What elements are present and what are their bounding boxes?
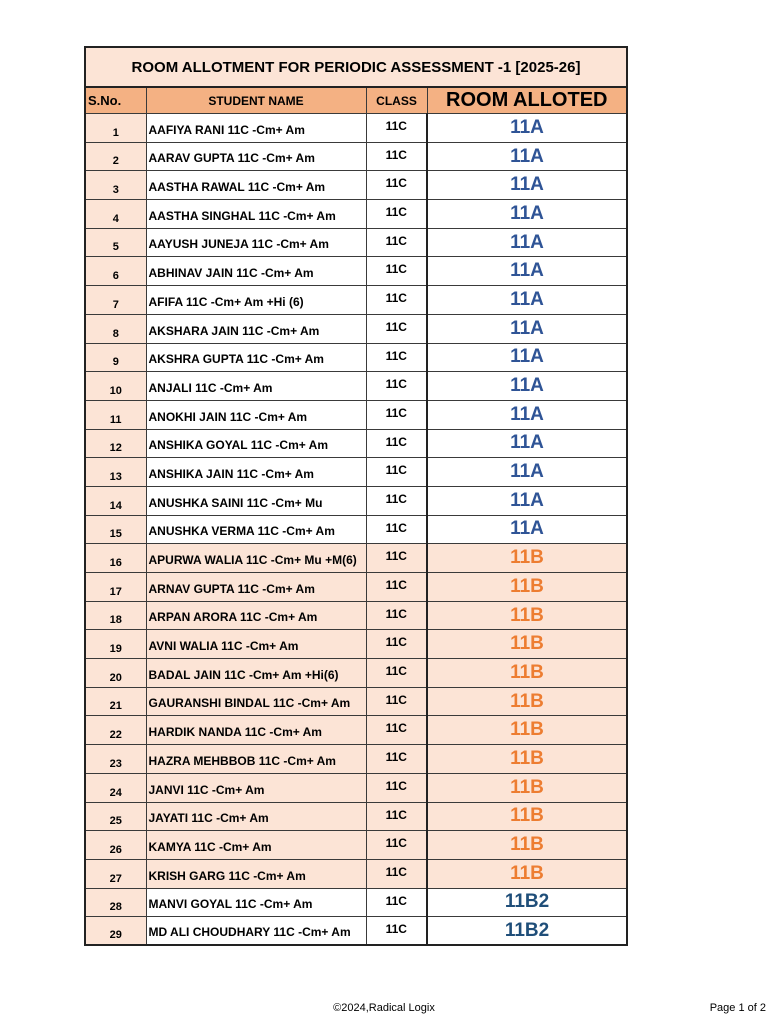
cell-sno: 24 (85, 773, 146, 802)
table-row (85, 515, 627, 544)
cell-student-name: HARDIK NANDA 11C -Cm+ Am (146, 716, 366, 745)
cell-room-alloted: 11B (427, 544, 627, 573)
cell-student-name: MANVI GOYAL 11C -Cm+ Am (146, 888, 366, 917)
cell-student-name: ABHINAV JAIN 11C -Cm+ Am (146, 257, 366, 286)
table-row (85, 286, 627, 315)
table-row (85, 171, 627, 200)
cell-room-alloted: 11A (427, 314, 627, 343)
footer-copyright: ©2024,Radical Logix (333, 1002, 435, 1014)
cell-student-name: ANSHIKA JAIN 11C -Cm+ Am (146, 458, 366, 487)
cell-room-alloted: 11B2 (427, 888, 627, 917)
cell-room-alloted: 11A (427, 343, 627, 372)
title-row (85, 47, 627, 87)
sheet-title: ROOM ALLOTMENT FOR PERIODIC ASSESSMENT -1 [2025-26] (85, 47, 627, 87)
room-allotment-table (84, 46, 628, 946)
cell-sno: 21 (85, 687, 146, 716)
cell-student-name: GAURANSHI BINDAL 11C -Cm+ Am (146, 687, 366, 716)
cell-class: 11C (366, 343, 427, 372)
cell-sno: 13 (85, 458, 146, 487)
cell-sno: 19 (85, 630, 146, 659)
cell-student-name: APURWA WALIA 11C -Cm+ Mu +M(6) (146, 544, 366, 573)
cell-class: 11C (366, 888, 427, 917)
table-row (85, 114, 627, 143)
cell-room-alloted: 11B (427, 573, 627, 602)
cell-class: 11C (366, 773, 427, 802)
cell-student-name: ARNAV GUPTA 11C -Cm+ Am (146, 573, 366, 602)
table-row (85, 458, 627, 487)
cell-class: 11C (366, 486, 427, 515)
cell-student-name: AAFIYA RANI 11C -Cm+ Am (146, 114, 366, 143)
cell-room-alloted: 11A (427, 257, 627, 286)
cell-sno: 9 (85, 343, 146, 372)
cell-student-name: AFIFA 11C -Cm+ Am +Hi (6) (146, 286, 366, 315)
header-sno: S.No. (85, 87, 146, 114)
cell-room-alloted: 11B (427, 802, 627, 831)
cell-student-name: HAZRA MEHBBOB 11C -Cm+ Am (146, 745, 366, 774)
cell-room-alloted: 11A (427, 228, 627, 257)
cell-student-name: ANOKHI JAIN 11C -Cm+ Am (146, 400, 366, 429)
cell-sno: 22 (85, 716, 146, 745)
cell-student-name: AKSHARA JAIN 11C -Cm+ Am (146, 314, 366, 343)
cell-class: 11C (366, 917, 427, 946)
cell-class: 11C (366, 573, 427, 602)
cell-student-name: ANUSHKA SAINI 11C -Cm+ Mu (146, 486, 366, 515)
cell-student-name: BADAL JAIN 11C -Cm+ Am +Hi(6) (146, 659, 366, 688)
table-row (85, 659, 627, 688)
cell-sno: 16 (85, 544, 146, 573)
table-row (85, 802, 627, 831)
cell-sno: 20 (85, 659, 146, 688)
table-row (85, 601, 627, 630)
cell-class: 11C (366, 200, 427, 229)
cell-class: 11C (366, 630, 427, 659)
table-row (85, 917, 627, 946)
cell-sno: 10 (85, 372, 146, 401)
cell-class: 11C (366, 400, 427, 429)
cell-room-alloted: 11A (427, 400, 627, 429)
table-row (85, 257, 627, 286)
cell-sno: 23 (85, 745, 146, 774)
cell-class: 11C (366, 515, 427, 544)
table-row (85, 486, 627, 515)
cell-room-alloted: 11B (427, 601, 627, 630)
table-row (85, 888, 627, 917)
cell-room-alloted: 11B (427, 773, 627, 802)
cell-room-alloted: 11A (427, 372, 627, 401)
cell-room-alloted: 11A (427, 429, 627, 458)
cell-room-alloted: 11B (427, 716, 627, 745)
cell-class: 11C (366, 458, 427, 487)
cell-class: 11C (366, 257, 427, 286)
table-row (85, 372, 627, 401)
table-row (85, 343, 627, 372)
header-class: CLASS (366, 87, 427, 114)
cell-class: 11C (366, 544, 427, 573)
cell-room-alloted: 11B (427, 630, 627, 659)
cell-sno: 28 (85, 888, 146, 917)
cell-sno: 8 (85, 314, 146, 343)
cell-student-name: ANJALI 11C -Cm+ Am (146, 372, 366, 401)
cell-class: 11C (366, 716, 427, 745)
table-row (85, 716, 627, 745)
table-row (85, 687, 627, 716)
cell-class: 11C (366, 372, 427, 401)
header-row (85, 87, 627, 114)
cell-class: 11C (366, 286, 427, 315)
cell-student-name: JAYATI 11C -Cm+ Am (146, 802, 366, 831)
cell-room-alloted: 11A (427, 200, 627, 229)
cell-room-alloted: 11A (427, 486, 627, 515)
cell-student-name: JANVI 11C -Cm+ Am (146, 773, 366, 802)
cell-class: 11C (366, 429, 427, 458)
cell-student-name: AASTHA RAWAL 11C -Cm+ Am (146, 171, 366, 200)
cell-class: 11C (366, 745, 427, 774)
cell-sno: 29 (85, 917, 146, 946)
cell-class: 11C (366, 114, 427, 143)
cell-room-alloted: 11A (427, 515, 627, 544)
cell-student-name: AASTHA SINGHAL 11C -Cm+ Am (146, 200, 366, 229)
cell-class: 11C (366, 687, 427, 716)
cell-room-alloted: 11A (427, 142, 627, 171)
cell-sno: 12 (85, 429, 146, 458)
cell-sno: 6 (85, 257, 146, 286)
cell-sno: 17 (85, 573, 146, 602)
cell-room-alloted: 11B (427, 831, 627, 860)
cell-student-name: AVNI WALIA 11C -Cm+ Am (146, 630, 366, 659)
table-row (85, 314, 627, 343)
cell-sno: 4 (85, 200, 146, 229)
cell-sno: 3 (85, 171, 146, 200)
cell-class: 11C (366, 314, 427, 343)
cell-sno: 7 (85, 286, 146, 315)
cell-sno: 18 (85, 601, 146, 630)
table-row (85, 142, 627, 171)
cell-class: 11C (366, 142, 427, 171)
table-row (85, 429, 627, 458)
cell-sno: 15 (85, 515, 146, 544)
cell-room-alloted: 11A (427, 171, 627, 200)
footer-page-number: Page 1 of 2 (709, 1002, 766, 1014)
cell-room-alloted: 11A (427, 114, 627, 143)
table-row (85, 630, 627, 659)
cell-room-alloted: 11B (427, 745, 627, 774)
cell-sno: 25 (85, 802, 146, 831)
cell-sno: 1 (85, 114, 146, 143)
cell-student-name: AARAV GUPTA 11C -Cm+ Am (146, 142, 366, 171)
cell-class: 11C (366, 171, 427, 200)
cell-room-alloted: 11A (427, 458, 627, 487)
cell-student-name: ARPAN ARORA 11C -Cm+ Am (146, 601, 366, 630)
cell-class: 11C (366, 802, 427, 831)
cell-student-name: MD ALI CHOUDHARY 11C -Cm+ Am (146, 917, 366, 946)
cell-class: 11C (366, 831, 427, 860)
cell-room-alloted: 11B (427, 659, 627, 688)
table-row (85, 745, 627, 774)
cell-student-name: ANSHIKA GOYAL 11C -Cm+ Am (146, 429, 366, 458)
cell-sno: 26 (85, 831, 146, 860)
cell-room-alloted: 11B2 (427, 917, 627, 946)
table-row (85, 773, 627, 802)
table-row (85, 859, 627, 888)
cell-student-name: AKSHRA GUPTA 11C -Cm+ Am (146, 343, 366, 372)
table-row (85, 573, 627, 602)
cell-student-name: KAMYA 11C -Cm+ Am (146, 831, 366, 860)
header-student-name: STUDENT NAME (146, 87, 366, 114)
cell-sno: 14 (85, 486, 146, 515)
table-row (85, 544, 627, 573)
cell-class: 11C (366, 228, 427, 257)
cell-sno: 27 (85, 859, 146, 888)
header-room-alloted: ROOM ALLOTED (427, 87, 627, 114)
table-row (85, 228, 627, 257)
cell-sno: 11 (85, 400, 146, 429)
table-row (85, 200, 627, 229)
cell-class: 11C (366, 859, 427, 888)
cell-sno: 2 (85, 142, 146, 171)
cell-class: 11C (366, 659, 427, 688)
table-row (85, 400, 627, 429)
table-row (85, 831, 627, 860)
cell-student-name: KRISH GARG 11C -Cm+ Am (146, 859, 366, 888)
cell-student-name: AAYUSH JUNEJA 11C -Cm+ Am (146, 228, 366, 257)
cell-sno: 5 (85, 228, 146, 257)
cell-class: 11C (366, 601, 427, 630)
cell-room-alloted: 11B (427, 859, 627, 888)
cell-student-name: ANUSHKA VERMA 11C -Cm+ Am (146, 515, 366, 544)
cell-room-alloted: 11B (427, 687, 627, 716)
cell-room-alloted: 11A (427, 286, 627, 315)
